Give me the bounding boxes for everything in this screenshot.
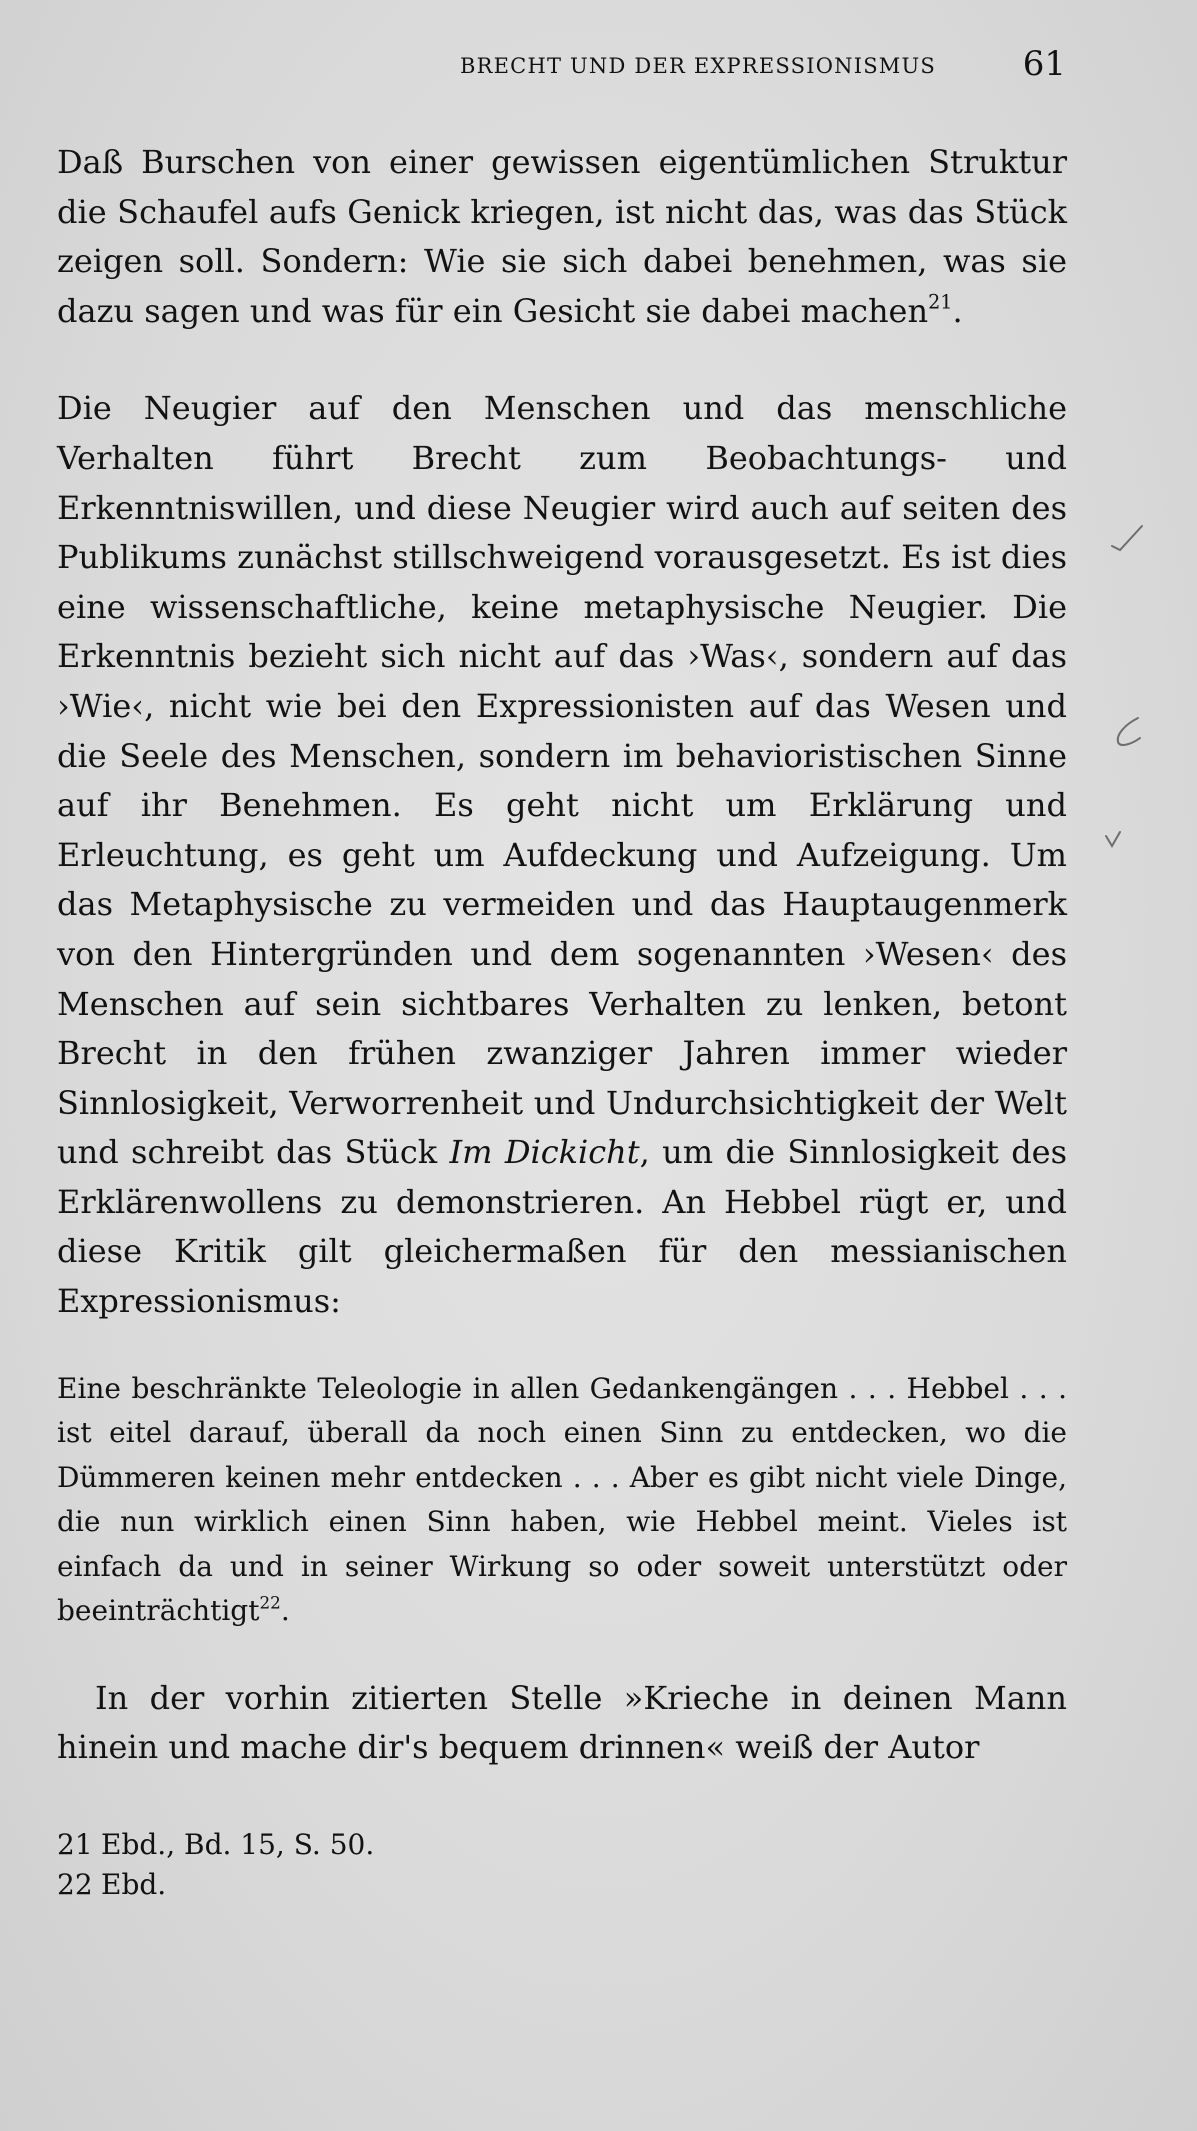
block-quote-end: . xyxy=(280,1594,290,1628)
paragraph-2-text-a: Die Neugier auf den Menschen und das menschliche Verhalten führt Brecht zum Beobachtungs- und Erkenntniswillen, und diese Neugier wird auch auf seiten des Publikums zunächst stillschweigend vorausgesetzt. Es ist dies eine wissenschaftliche, keine metaphysische Neugier. Die Erkenntnis bezieht sich nicht auf das ›Was‹, sondern auf das ›Wie‹, nicht wie bei den Expressionisten auf das Wesen und die Seele des Menschen, sondern im behavioristischen Sinne auf ihr Benehmen. Es geht nicht um Erklärung und Erleuchtung, es geht um Aufdeckung und Aufzeigung. Um das Metaphysische zu vermeiden und das Hauptaugenmerk von den Hintergründen und dem sogenannten ›Wesen‹ des Menschen auf sein sichtbares Verhalten zu lenken, betont Brecht in den frühen zwanziger Jahren immer wieder Sinnlosigkeit, Verworrenheit und Undurchsichtigkeit der Welt und schreibt das Stück xyxy=(57,389,1067,1172)
block-quote xyxy=(57,1367,1067,1634)
body-text xyxy=(57,138,1067,1773)
footnote-ref-22: 22 xyxy=(259,1592,281,1613)
paragraph-2 xyxy=(57,384,1067,1326)
paragraph-3-text: In der vorhin zitierten Stelle »Krieche in deinen Mann hinein und mache dir's bequem drinnen« weiß der Autor xyxy=(57,1678,1067,1767)
footnote-text: Ebd., Bd. 15, S. 50. xyxy=(101,1828,375,1861)
pencil-check-mark-icon xyxy=(1108,520,1148,560)
pencil-tick-mark-icon xyxy=(1098,822,1138,862)
paragraph-3 xyxy=(57,1674,1067,1773)
block-quote-text: Eine beschränkte Teleologie in allen Gedankengängen . . . Hebbel . . . ist eitel darauf, überall da noch einen Sinn zu entdecken, wo die Dümmeren keinen mehr entdecken . . . Aber es gibt nicht viele Dinge, die nun wirklich einen Sinn haben, wie Hebbel meint. Vieles ist einfach da und in seiner Wirkung so oder soweit unterstützt oder beeinträchtigt xyxy=(57,1371,1067,1628)
work-title-italic: Im Dickicht xyxy=(449,1133,640,1172)
paragraph-1-text: Daß Burschen von einer gewissen eigentümlichen Struktur die Schaufel aufs Genick kriegen, ist nicht das, was das Stück zeigen soll. Sondern: Wie sie sich dabei benehmen, was sie dazu sagen und was für ein Gesicht sie dabei machen xyxy=(57,143,1067,330)
pencil-scribble-mark-icon xyxy=(1108,712,1148,752)
footnote-21 xyxy=(57,1825,374,1865)
footnote-ref-21: 21 xyxy=(928,290,953,314)
footnote-number: 21 xyxy=(57,1828,93,1861)
paragraph-1 xyxy=(57,138,1067,336)
running-head: BRECHT UND DER EXPRESSIONISMUS xyxy=(460,54,936,78)
footnote-text: Ebd. xyxy=(101,1868,167,1901)
footnote-number: 22 xyxy=(57,1868,93,1901)
page-number: 61 xyxy=(1022,44,1066,84)
paragraph-2-text-b: , um die Sinnlosigkeit des Erklärenwollens zu demonstrieren. An Hebbel rügt er, und diese Kritik gilt gleichermaßen für den messianischen Expressionismus: xyxy=(57,1133,1068,1321)
footnote-22 xyxy=(57,1865,374,1905)
paragraph-1-end: . xyxy=(952,291,963,330)
page-header xyxy=(460,44,1130,94)
footnotes xyxy=(57,1825,374,1905)
